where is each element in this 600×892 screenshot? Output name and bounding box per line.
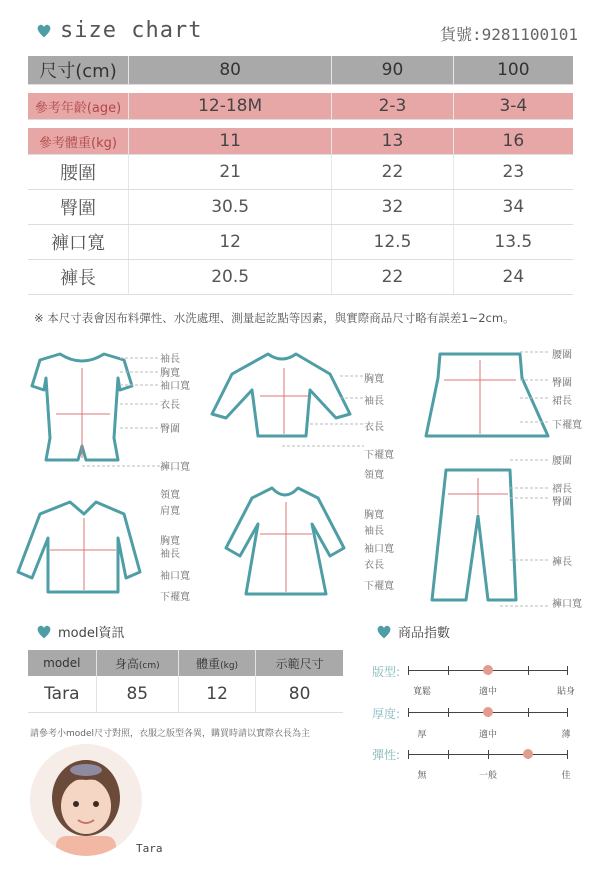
avatar xyxy=(30,744,142,856)
size-col-header: 示範尺寸 xyxy=(256,650,343,676)
stretch-scale xyxy=(408,748,568,760)
table-cell: 20.5 xyxy=(129,260,332,295)
model-heading xyxy=(36,622,124,641)
table-cell: 3-4 xyxy=(453,93,573,120)
stretch-label: 彈性: xyxy=(372,748,401,762)
diagram-label: 領寬 xyxy=(364,470,384,481)
table-row-hip xyxy=(28,190,573,225)
diagram-label: 腰圍 xyxy=(552,456,572,467)
model-size: 80 xyxy=(256,676,343,713)
size-90: 90 xyxy=(332,56,453,85)
size-note: ※ 本尺寸表會因布料彈性、水洗處理、測量起訖點等因素，與實際商品尺寸略有誤差1~2cm。 xyxy=(34,311,515,325)
model-table-header xyxy=(28,650,343,676)
table-cell: 23 xyxy=(453,155,573,190)
heart-icon xyxy=(36,624,52,640)
scale-option: 寬鬆 xyxy=(412,687,432,697)
header-label: 尺寸(cm) xyxy=(28,56,129,85)
fit-label: 版型: xyxy=(372,665,401,679)
diagram-label: 裙長 xyxy=(552,396,572,407)
table-cell: 12 xyxy=(129,225,332,260)
table-cell: 11 xyxy=(129,128,332,155)
scale-option: 佳 xyxy=(561,771,571,781)
diagram-label: 腰圍 xyxy=(552,350,572,361)
table-cell: 34 xyxy=(453,190,573,225)
diagram-label: 袖口寬 xyxy=(160,381,190,392)
diagram-label: 袖長 xyxy=(160,549,180,560)
size-100: 100 xyxy=(453,56,573,85)
row-label: 褲長 xyxy=(28,260,129,295)
scale-option: 一般 xyxy=(478,771,498,781)
diagram-label: 下襬寬 xyxy=(160,592,190,603)
diagram-label: 袖長 xyxy=(364,396,384,407)
scale-option: 厚 xyxy=(417,730,427,740)
row-label: 褲口寬 xyxy=(28,225,129,260)
model-note: 請參考小model尺寸對照，衣服之版型各異，購買時請以實際衣長為主 xyxy=(30,729,311,739)
table-cell: 12.5 xyxy=(332,225,453,260)
diagram-label: 袖長 xyxy=(160,354,180,365)
page-title xyxy=(36,18,202,43)
table-row-leg-opening xyxy=(28,225,573,260)
diagram-label: 胸寬 xyxy=(160,368,180,379)
size-table xyxy=(28,56,573,295)
dress-illustration xyxy=(226,488,344,594)
raglan-top-illustration xyxy=(212,354,350,436)
table-cell: 13 xyxy=(332,128,453,155)
model-table xyxy=(28,650,343,713)
table-row-weight xyxy=(28,128,573,155)
model-name: Tara xyxy=(28,676,96,713)
diagram-label: 褲口寬 xyxy=(552,599,582,610)
model-table-row xyxy=(28,676,343,713)
stretch-indicator xyxy=(523,749,533,759)
table-row-age xyxy=(28,93,573,120)
height-col-header: 身高(cm) xyxy=(96,650,178,676)
model-height: 85 xyxy=(96,676,178,713)
fit-indicator xyxy=(483,665,493,675)
table-cell: 30.5 xyxy=(129,190,332,225)
product-index-heading xyxy=(376,622,450,641)
model-photo xyxy=(30,744,142,856)
scale-option: 適中 xyxy=(478,687,498,697)
thickness-label: 厚度: xyxy=(372,707,401,721)
diagram-label: 臀圍 xyxy=(552,497,572,508)
diagram-label: 褲長 xyxy=(552,557,572,568)
fit-scale xyxy=(408,664,568,676)
table-row-pants-length xyxy=(28,260,573,295)
diagram-label: 下襬寬 xyxy=(364,450,394,461)
scale-option: 無 xyxy=(417,771,427,781)
garment-diagrams xyxy=(0,338,600,618)
diagram-label: 胸寬 xyxy=(364,374,384,385)
model-heading-text: model資訊 xyxy=(58,626,125,641)
model-weight: 12 xyxy=(178,676,255,713)
size-table-header xyxy=(28,56,573,85)
diagram-label: 褶長 xyxy=(552,484,572,495)
diagram-label: 下襬寬 xyxy=(364,581,394,592)
table-cell: 21 xyxy=(129,155,332,190)
diagram-label: 袖口寬 xyxy=(160,571,190,582)
item-number: 貨號:9281100101 xyxy=(440,25,578,44)
shirt-illustration xyxy=(18,502,140,592)
diagram-label: 袖口寬 xyxy=(364,544,394,555)
diagram-label: 臀圍 xyxy=(160,424,180,435)
row-label: 參考體重(kg) xyxy=(28,128,129,155)
model-col-header: model xyxy=(28,650,96,676)
diagram-label: 領寬 xyxy=(160,490,180,501)
product-index-heading-text: 商品指數 xyxy=(398,626,451,641)
row-label: 參考年齡(age) xyxy=(28,93,129,120)
diagram-label: 褲口寬 xyxy=(160,462,190,473)
diagram-label: 衣長 xyxy=(160,400,180,411)
row-label: 臀圍 xyxy=(28,190,129,225)
table-cell: 24 xyxy=(453,260,573,295)
pants-illustration xyxy=(432,470,516,600)
heart-icon xyxy=(36,23,52,39)
table-cell: 13.5 xyxy=(453,225,573,260)
table-cell: 22 xyxy=(332,155,453,190)
title-text: size chart xyxy=(60,18,203,43)
scale-option: 適中 xyxy=(478,730,498,740)
diagram-label: 臀圍 xyxy=(552,378,572,389)
thickness-scale xyxy=(408,706,568,718)
table-cell: 22 xyxy=(332,260,453,295)
model-caption: Tara xyxy=(136,842,163,855)
diagram-label: 肩寬 xyxy=(160,506,180,517)
weight-col-header: 體重(kg) xyxy=(178,650,255,676)
table-row-waist xyxy=(28,155,573,190)
diagram-label: 胸寬 xyxy=(364,510,384,521)
scale-option: 貼身 xyxy=(556,687,576,697)
table-cell: 16 xyxy=(453,128,573,155)
diagram-label: 胸寬 xyxy=(160,536,180,547)
size-80: 80 xyxy=(129,56,332,85)
table-cell: 12-18M xyxy=(129,93,332,120)
table-cell: 2-3 xyxy=(332,93,453,120)
diagram-label: 下襬寬 xyxy=(552,420,582,431)
table-cell: 32 xyxy=(332,190,453,225)
heart-icon xyxy=(376,624,392,640)
skirt-illustration xyxy=(426,354,548,436)
diagram-label: 衣長 xyxy=(364,560,384,571)
diagram-label: 衣長 xyxy=(364,422,384,433)
thickness-indicator xyxy=(483,707,493,717)
row-label: 腰圍 xyxy=(28,155,129,190)
scale-option: 薄 xyxy=(561,730,571,740)
diagram-label: 袖長 xyxy=(364,526,384,537)
